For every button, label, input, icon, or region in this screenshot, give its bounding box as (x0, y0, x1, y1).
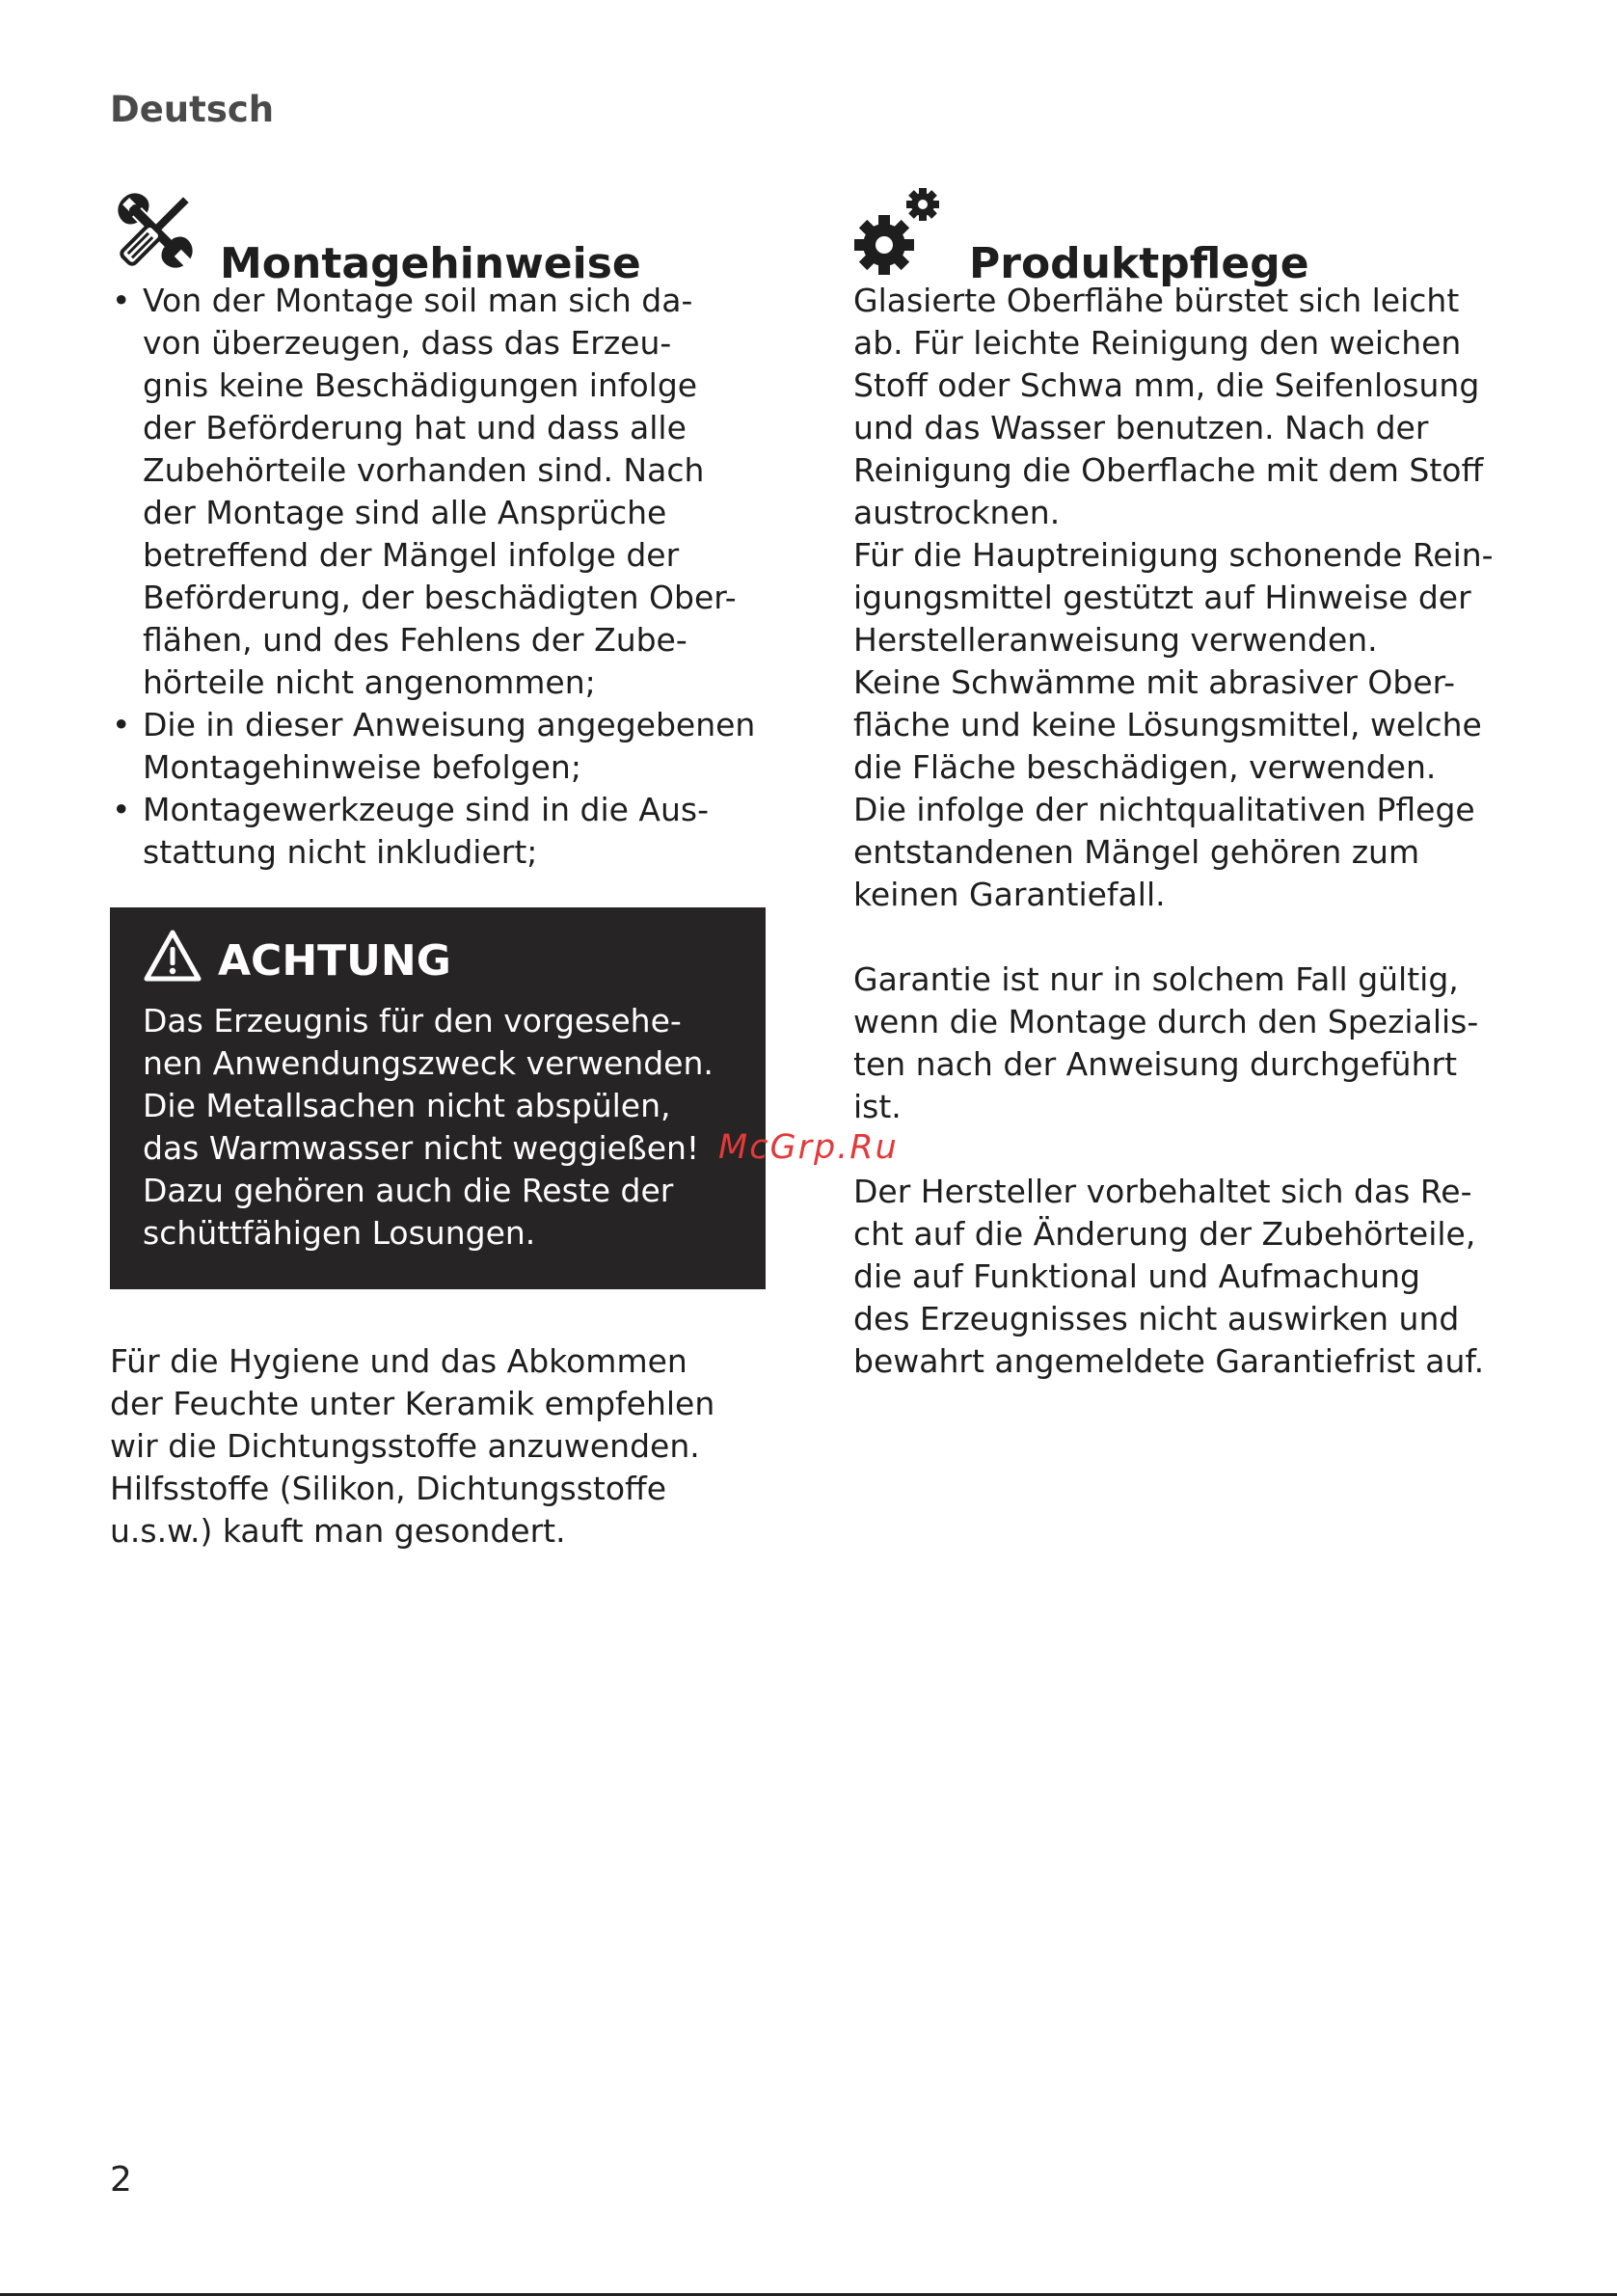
assembly-heading (110, 183, 766, 288)
warning-title: ACHTUNG (218, 935, 451, 986)
care-heading (853, 183, 1509, 288)
care-paragraph: Glasierte Oberflähe bürstet sich leicht ab. Für leichte Reinigung den weichen Stoff oder Schwa mm, die Seifenlosung und das Wasser benutzen. Nach der Reinigung die Oberflache mit dem Stoff austrocknen. Für die Hauptreinigung schonende Rein- igungsmittel gestützt auf Hinweise der Herstelleranweisung verwenden. Keine Schwämme mit abrasiver Ober- fläche und keine Lösungsmittel, welche die Fläche beschädigen, verwenden. Die infolge der nichtqualitativen Pflege entstandenen Mängel gehören zum keinen Garantiefall. (853, 282, 1494, 913)
gears-icon (853, 187, 942, 280)
manufacturer-paragraph: Der Hersteller vorbehaltet sich das Re- cht auf die Änderung der Zubehörteile, die auf Funktional und Aufmachung des Erzeugnisses nicht auswirken und bewahrt angemeldete Garantiefrist auf. (853, 1173, 1485, 1380)
list-item: • Von der Montage soil man sich da- von überzeugen, dass das Erzeu- gnis keine Beschädigungen infolge der Beförderung hat und dass alle Zubehörteile vorhanden sind. Nach der Montage sind alle Ansprüche betreffend der Mängel infolge der Beförderung, der beschädigten Ober- flähen, und des Fehlens der Zube- hörteile nicht angenommen; (110, 280, 766, 704)
language-label: Deutsch (110, 89, 275, 130)
list-item: • Montagewerkzeuge sind in die Aus- stattung nicht inkludiert; (110, 789, 766, 874)
assembly-bullet-list (110, 280, 766, 874)
care-title: Produktpflege (969, 239, 1309, 288)
assembly-title: Montagehinweise (220, 239, 641, 288)
care-section (853, 183, 1509, 1383)
wrench-screwdriver-icon (110, 185, 201, 280)
list-item: • Die in dieser Anweisung angegebenen Montagehinweise befolgen; (110, 704, 766, 789)
warranty-paragraph: Garantie ist nur in solchem Fall gültig, wenn die Montage durch den Spezialis- ten nach der Anweisung durchgeführt ist. (853, 960, 1479, 1125)
warning-triangle-icon (143, 929, 202, 993)
assembly-section (110, 183, 766, 874)
hygiene-paragraph: Für die Hygiene und das Abkommen der Feuchte unter Keramik empfehlen wir die Dichtungsstoffe anzuwenden. Hilfsstoffe (Silikon, Dichtungsstoffe u.s.w.) kauft man gesondert. (110, 1342, 715, 1550)
warning-text: Das Erzeugnis für den vorgesehe- nen Anwendungszweck verwenden. Die Metallsachen nicht abspülen, das Warmwasser nicht weggießen! Dazu gehören auch die Reste der schüttfähigen Losungen. (143, 1002, 714, 1252)
warning-box (110, 907, 766, 1289)
warning-header (143, 931, 733, 990)
page-number: 2 (110, 2160, 132, 2200)
watermark: McGrp.Ru (718, 1128, 899, 1167)
